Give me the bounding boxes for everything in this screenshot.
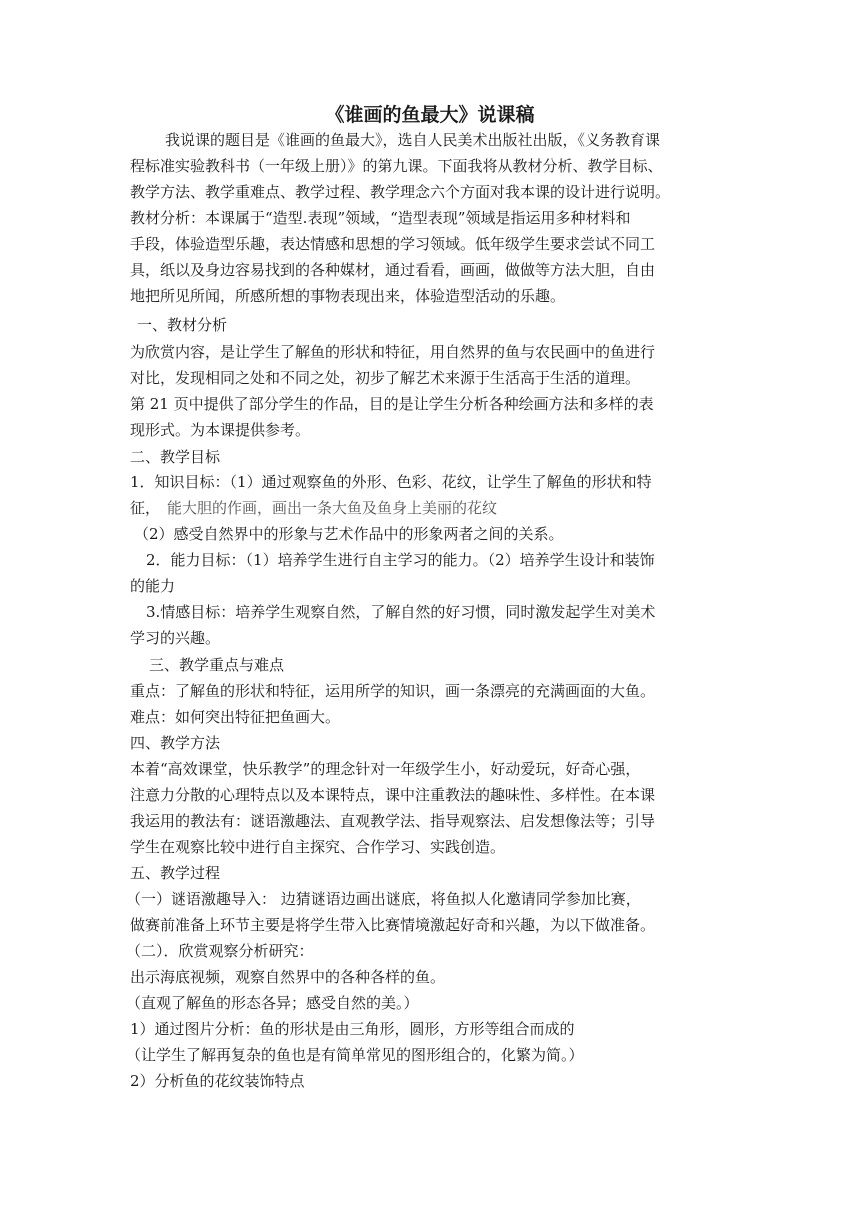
paragraph-line: 手段，体验造型乐趣，表达情感和思想的学习领域。低年级学生要求尝试不同工	[130, 235, 656, 253]
paragraph-line: 1．知识目标：（1）通过观察鱼的外形、色彩、花纹，让学生了解鱼的形状和特	[130, 473, 652, 491]
paragraph-line: 注意力分散的心理特点以及本课特点，课中注重教法的趣味性、多样性。在本课	[130, 786, 656, 804]
paragraph-line: 学习的兴趣。	[130, 629, 221, 647]
document-title: 《谁画的鱼最大》说课稿	[325, 104, 535, 126]
paragraph-line: （一）谜语激趣导入： 边猜谜语边画出谜底，将鱼拟人化邀请同学参加比赛，	[126, 890, 641, 908]
paragraph-line: 教学方法、教学重难点、教学过程、教学理念六个方面对我本课的设计进行说明。	[130, 183, 671, 201]
paragraph-line: 我说课的题目是《谁画的鱼最大》，选自人民美术出版社出版，《义务教育课	[165, 131, 661, 149]
paragraph-line: 难点：如何突出特征把鱼画大。	[130, 708, 341, 726]
paragraph-line: 征，	[130, 499, 161, 517]
paragraph-line: （让学生了解再复杂的鱼也是有简单常见的图形组合的，化繁为简。）	[126, 1046, 584, 1064]
section-heading: 五、教学过程	[130, 864, 221, 882]
paragraph-line: 对比，发现相同之处和不同之处，初步了解艺术来源于生活高于生活的道理。	[130, 369, 641, 387]
paragraph-line: 出示海底视频，观察自然界中的各种各样的鱼。	[130, 968, 446, 986]
section-heading: 四、教学方法	[130, 734, 221, 752]
paragraph-line: 的能力	[130, 577, 176, 595]
paragraph-line: 1）通过图片分析：鱼的形状是由三角形，圆形，方形等组合而成的	[130, 1020, 575, 1038]
section-heading: 二、教学目标	[130, 448, 221, 466]
paragraph-line: 重点：了解鱼的形状和特征，运用所学的知识，画一条漂亮的充满画面的大鱼。	[130, 682, 656, 700]
paragraph-line-gray: 能大胆的作画，画出一条大鱼及鱼身上美丽的花纹	[167, 499, 498, 517]
paragraph-line: （二）．欣赏观察分析研究：	[126, 942, 314, 960]
paragraph-line: 3.情感目标：培养学生观察自然，了解自然的好习惯，同时激发起学生对美术	[146, 603, 656, 621]
paragraph-line: （2）感受自然界中的形象与艺术作品中的形象两者之间的关系。	[134, 525, 564, 543]
paragraph-line: 现形式。为本课提供参考。	[130, 421, 311, 439]
paragraph-line: 我运用的教法有：谜语激趣法、直观教学法、指导观察法、启发想像法等；引导	[130, 812, 656, 830]
paragraph-line: 本着“高效课堂，快乐教学”的理念针对一年级学生小，好动爱玩，好奇心强，	[130, 760, 641, 778]
section-heading: 三、教学重点与难点	[149, 656, 285, 674]
paragraph-line: 2）分析鱼的花纹装饰特点	[130, 1072, 305, 1090]
paragraph-line: 学生在观察比较中进行自主探究、合作学习、实践创造。	[130, 838, 506, 856]
paragraph-line: （直观了解鱼的形态各异；感受自然的美。）	[126, 994, 419, 1012]
paragraph-line: 为欣赏内容，是让学生了解鱼的形状和特征，用自然界的鱼与农民画中的鱼进行	[130, 343, 656, 361]
paragraph-line: 第 21 页中提供了部分学生的作品，目的是让学生分析各种绘画方法和多样的表	[130, 395, 654, 413]
paragraph-line: 程标准实验教科书（一年级上册）》的第九课。下面我将从教材分析、教学目标、	[130, 157, 663, 175]
section-heading: 一、教材分析	[137, 316, 228, 334]
paragraph-line: 具，纸以及身边容易找到的各种媒材，通过看看，画画，做做等方法大胆，自由	[130, 261, 656, 279]
paragraph-line: 地把所见所闻，所感所想的事物表现出来，体验造型活动的乐趣。	[130, 287, 566, 305]
paragraph-line: 教材分析：本课属于“造型.表现”领域，“造型表现”领域是指运用多种材料和	[130, 209, 631, 227]
paragraph-line: 2．能力目标：（1）培养学生进行自主学习的能力。（2）培养学生设计和装饰	[146, 551, 655, 569]
paragraph-line: 做赛前准备上环节主要是将学生带入比赛情境激起好奇和兴趣，为以下做准备。	[130, 916, 656, 934]
